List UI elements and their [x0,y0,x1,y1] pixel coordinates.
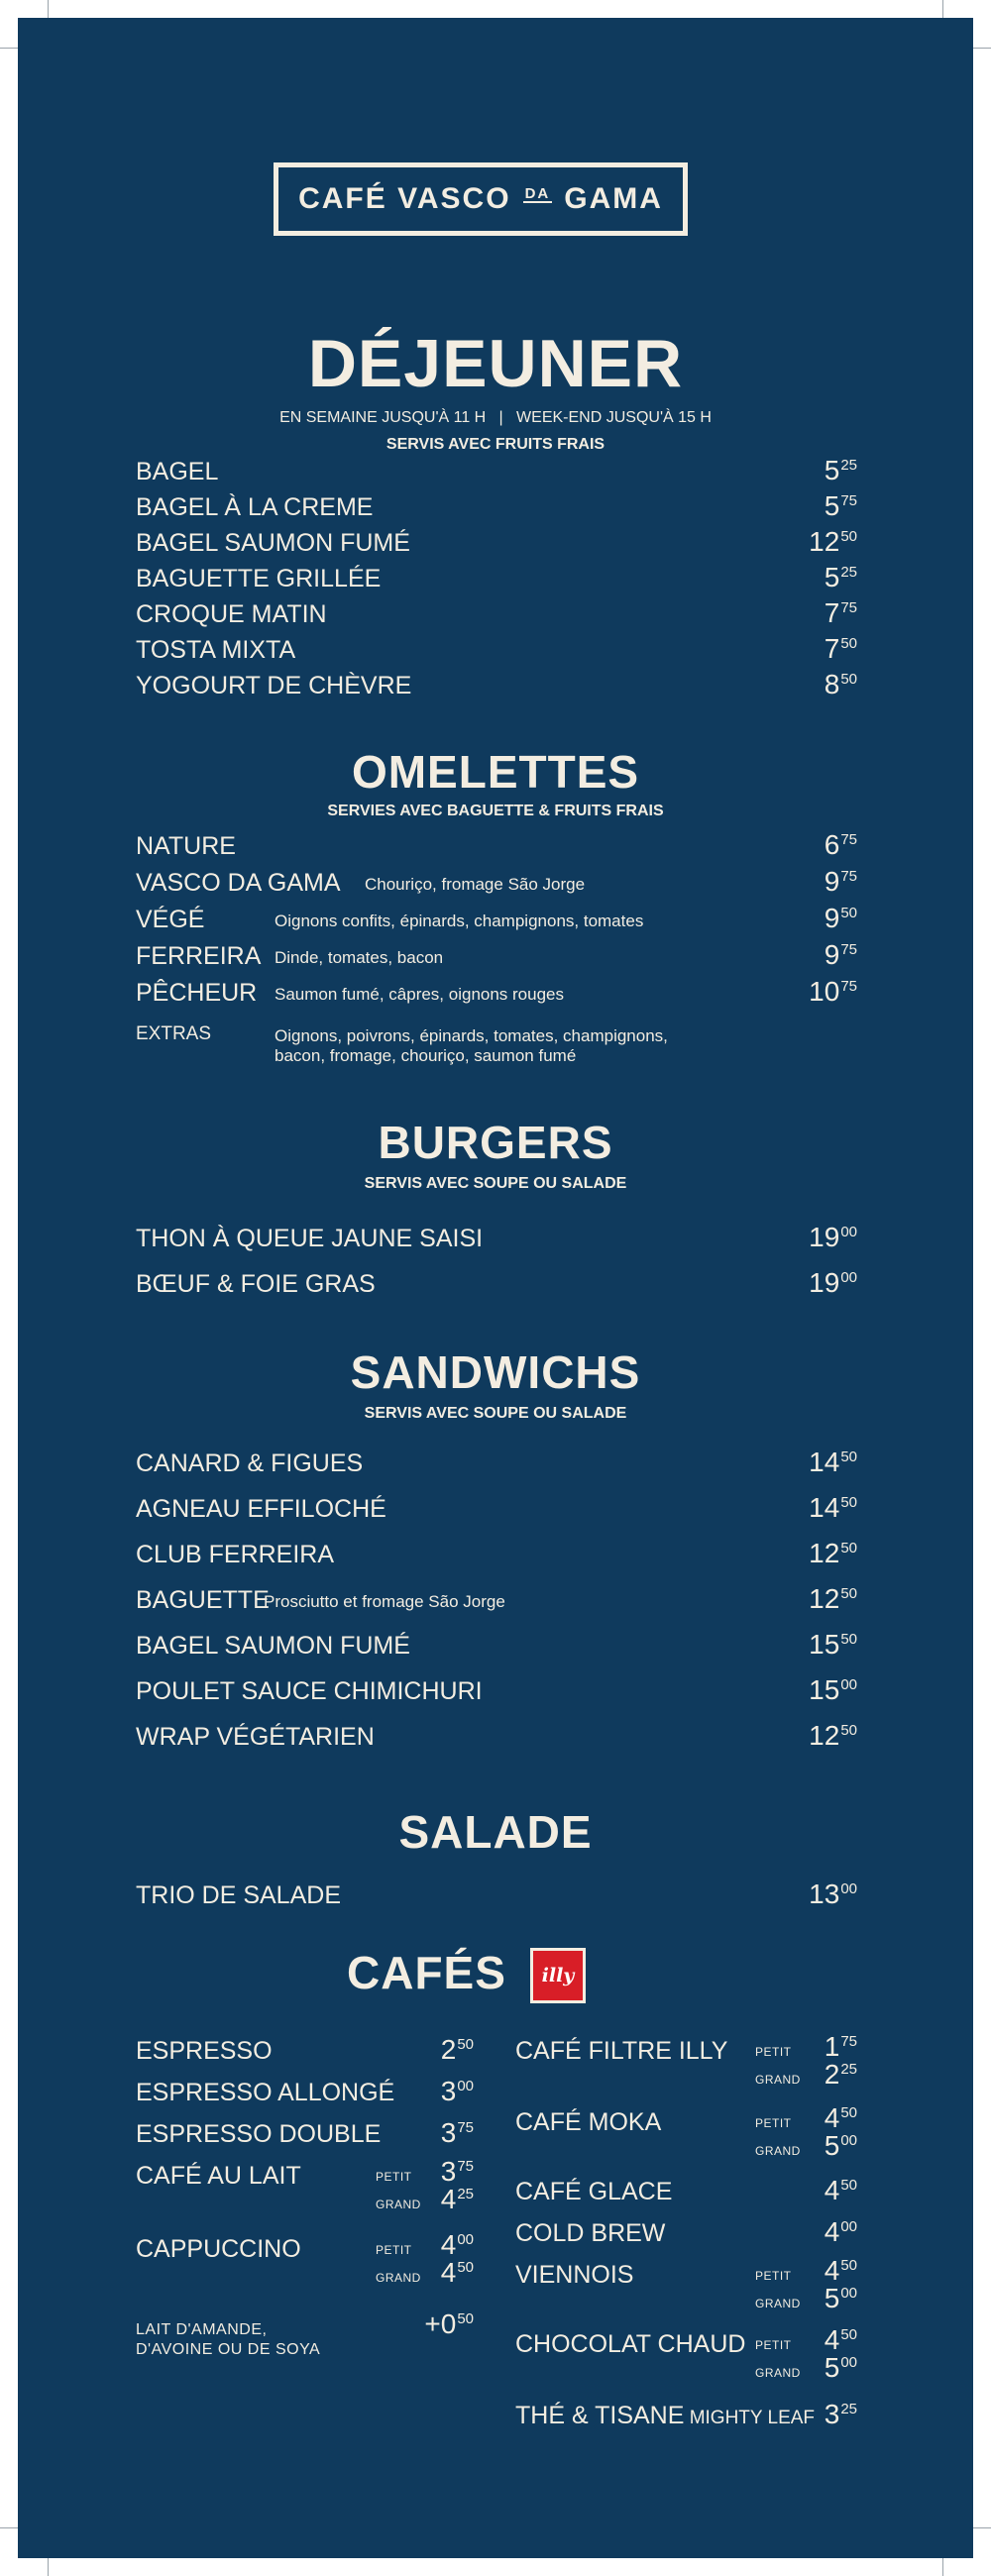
menu-item-price [825,562,857,593]
price-whole: 12 [809,1720,840,1751]
price-cents: 50 [840,1585,857,1602]
menu-item-name: THON À QUEUE JAUNE SAISI [136,1225,484,1252]
price-cents: 50 [840,671,857,688]
price-whole: 5 [824,562,840,592]
price-whole: 12 [809,1538,840,1568]
menu-item-price [809,1878,857,1910]
menu-item-price [825,669,857,700]
menu-item-name: AGNEAU EFFILOCHÉ [136,1495,386,1523]
price-cents: 50 [840,1631,857,1648]
section-title-salade: SALADE [398,1806,593,1858]
cafe-item-name: CHOCOLAT CHAUD [515,2330,746,2358]
size-label-grand: GRAND [755,2144,801,2158]
menu-item-name: TOSTA MIXTA [136,636,296,664]
menu-item-price [809,526,857,558]
menu-item-desc: Chouriço, fromage São Jorge [365,875,586,894]
milk-option-line2: D'AVOINE OU DE SOYA [136,2341,321,2358]
price-cents: 25 [840,564,857,581]
price-whole: 14 [809,1447,840,1477]
price-cents: 00 [457,2078,474,2094]
dejeuner-hours: EN SEMAINE JUSQU'À 11 H | WEEK-END JUSQU'À 15 H [279,409,712,426]
illy-logo: illy [530,1948,586,2003]
menu-item-price [825,866,857,898]
cafe-item-name: CAFÉ AU LAIT [136,2162,301,2190]
price-cents: 00 [840,1224,857,1240]
size-label-grand: GRAND [376,2271,421,2285]
milk-option-price [424,2308,474,2340]
price-cents: 50 [457,2310,474,2327]
menu-item-name: YOGOURT DE CHÈVRE [136,672,412,699]
menu-item-name: BAGUETTE [136,1586,270,1614]
price-whole: 19 [809,1222,840,1252]
size-label-petit: PETIT [376,2170,412,2184]
cafe-price [825,2175,857,2206]
menu-item-name: BAGUETTE GRILLÉE [136,565,382,592]
price-cents: 75 [840,831,857,848]
cafe-price [441,2076,474,2107]
menu-item-name: BŒUF & FOIE GRAS [136,1270,376,1298]
menu-item-price [809,1583,857,1615]
price-cents: 50 [457,2259,474,2276]
menu-item-name: CROQUE MATIN [136,600,327,628]
menu-item-price [825,829,857,861]
logo-text-left: CAFÉ VASCO [298,182,511,215]
cafe-item-name: ESPRESSO ALLONGÉ [136,2079,395,2106]
menu-item-name: NATURE [136,832,236,860]
price-whole: 3 [824,2399,840,2429]
menu-item-name: CLUB FERREIRA [136,1541,335,1568]
price-whole: 4 [440,2229,457,2260]
price-whole: 3 [440,2076,457,2106]
price-cents: 75 [840,492,857,509]
size-label-petit: PETIT [755,2045,792,2059]
menu-item-price [809,1447,857,1478]
price-cents: 75 [840,868,857,885]
price-cents: 00 [840,1676,857,1693]
menu-item-name: BAGEL À LA CREME [136,493,374,521]
price-whole: 7 [824,633,840,664]
section-title-omelettes: OMELETTES [351,746,640,798]
cafe-item-name: CAFÉ FILTRE ILLY [515,2037,728,2065]
menu-item-price [809,1222,857,1253]
menu-item-desc: Dinde, tomates, bacon [275,948,444,967]
price-whole: 4 [824,2255,840,2286]
price-whole: 9 [824,866,840,897]
price-cents: 00 [840,2285,857,2302]
price-cents: 75 [840,2033,857,2050]
price-whole: 15 [809,1629,840,1660]
size-label-petit: PETIT [755,2269,792,2283]
price-cents: 50 [840,1722,857,1739]
price-whole: 5 [824,2352,840,2383]
price-whole: 4 [440,2184,457,2214]
price-cents: 50 [840,528,857,545]
price-cents: 50 [840,1494,857,1511]
price-whole: 2 [440,2034,457,2065]
size-label-grand: GRAND [755,2297,801,2310]
price-whole: 5 [824,2130,840,2161]
price-whole: 14 [809,1492,840,1523]
price-cents: 00 [840,2354,857,2371]
menu-item-desc: Prosciutto et fromage São Jorge [264,1592,505,1611]
price-whole: 19 [809,1267,840,1298]
cafe-logo [274,162,688,236]
price-cents: 50 [840,1540,857,1556]
extras-desc-line1: Oignons, poivrons, épinards, tomates, champignons, [275,1026,668,1045]
price-whole: 1 [824,2031,840,2062]
price-whole: 9 [824,939,840,970]
menu-item-price [825,597,857,629]
logo-text-da: DA [524,185,551,202]
cafe-item-name: CAPPUCCINO [136,2235,301,2263]
price-whole: 3 [440,2156,457,2187]
price-whole: 4 [824,2175,840,2205]
price-cents: 50 [840,2177,857,2194]
price-whole: 4 [440,2257,457,2288]
price-whole: 10 [809,976,840,1007]
cafe-item-name: CAFÉ GLACE [515,2178,673,2205]
size-label-grand: GRAND [755,2366,801,2380]
price-whole: 7 [824,597,840,628]
price-cents: 50 [840,2326,857,2343]
price-cents: 25 [457,2186,474,2202]
extras-desc-line2: bacon, fromage, chouriço, saumon fumé [275,1046,577,1065]
cafe-price [825,2216,857,2248]
cafe-price-grand [441,2257,474,2289]
price-whole: 12 [809,526,840,557]
milk-option-line1: LAIT D'AMANDE, [136,2321,268,2338]
price-whole: +0 [424,2308,457,2339]
size-label-grand: GRAND [755,2073,801,2087]
menu-item-name: WRAP VÉGÉTARIEN [136,1723,375,1751]
price-cents: 75 [840,599,857,616]
menu-item-price [825,939,857,971]
price-cents: 75 [840,941,857,958]
price-whole: 12 [809,1583,840,1614]
cafe-item-name: THÉ & TISANE MIGHTY LEAF [515,2402,816,2429]
price-cents: 00 [840,1880,857,1897]
price-whole: 13 [809,1878,840,1909]
extras-label: EXTRAS [136,1023,212,1044]
menu-item-name: VÉGÉ [136,906,205,933]
logo-text-right: GAMA [564,182,663,215]
section-title-sandwichs: SANDWICHS [350,1346,641,1398]
cafe-item-name: CAFÉ MOKA [515,2108,662,2136]
price-cents: 75 [457,2158,474,2175]
menu-item-price [809,1720,857,1752]
menu-item-name: FERREIRA [136,942,262,970]
price-cents: 00 [840,1269,857,1286]
price-cents: 50 [840,1449,857,1465]
menu-item-price [809,1538,857,1569]
price-whole: 5 [824,455,840,485]
sandwichs-note: SERVIS AVEC SOUPE OU SALADE [364,1405,627,1422]
menu-item-name: PÊCHEUR [136,979,258,1007]
size-label-petit: PETIT [376,2243,412,2257]
menu-item-price [809,1492,857,1524]
price-cents: 50 [457,2036,474,2053]
omelettes-note: SERVIES AVEC BAGUETTE & FRUITS FRAIS [327,803,664,819]
cafe-item-name: COLD BREW [515,2219,666,2247]
menu-item-name: BAGEL [136,458,219,485]
price-whole: 5 [824,490,840,521]
section-title-cafes: CAFÉS [347,1947,506,1998]
menu-item-name: BAGEL SAUMON FUMÉ [136,1632,410,1660]
cafe-item-name: ESPRESSO DOUBLE [136,2120,382,2148]
price-whole: 5 [824,2283,840,2313]
cafe-item-name: VIENNOIS [515,2261,634,2289]
price-cents: 25 [840,2401,857,2417]
price-whole: 4 [824,2216,840,2247]
price-whole: 4 [824,2324,840,2355]
menu-item-desc: Saumon fumé, câpres, oignons rouges [275,985,565,1004]
menu-item-name: TRIO DE SALADE [136,1881,341,1909]
cafe-price [825,2399,857,2430]
price-whole: 3 [440,2117,457,2148]
cafe-price-grand [825,2352,857,2384]
price-cents: 50 [840,2104,857,2121]
price-cents: 75 [840,978,857,995]
menu-item-price [809,1267,857,1299]
menu-item-desc: Oignons confits, épinards, champignons, tomates [275,912,644,930]
price-whole: 9 [824,903,840,933]
cafe-price-grand [825,2059,857,2091]
size-label-petit: PETIT [755,2338,792,2352]
price-whole: 2 [824,2059,840,2090]
menu-item-price [825,633,857,665]
price-cents: 75 [457,2119,474,2136]
menu-item-price [809,1674,857,1706]
cafe-item-name: ESPRESSO [136,2037,273,2065]
burgers-note: SERVIS AVEC SOUPE OU SALADE [364,1175,627,1192]
menu-item-price [809,976,857,1008]
cafe-price [441,2117,474,2149]
price-whole: 6 [824,829,840,860]
menu-item-name: VASCO DA GAMA [136,869,341,897]
price-cents: 50 [840,635,857,652]
price-cents: 50 [840,905,857,921]
price-cents: 25 [840,2061,857,2078]
menu-item-price [825,455,857,486]
cafe-item-brand: MIGHTY LEAF [684,2408,816,2428]
cafe-price-grand [825,2130,857,2162]
dejeuner-note: SERVIS AVEC FRUITS FRAIS [385,436,606,453]
menu-item-name: CANARD & FIGUES [136,1449,364,1477]
price-whole: 4 [824,2102,840,2133]
price-whole: 15 [809,1674,840,1705]
cafe-price [441,2034,474,2066]
price-cents: 00 [457,2231,474,2248]
section-title-dejeuner: DÉJEUNER [307,326,684,401]
menu-item-price [825,490,857,522]
size-label-petit: PETIT [755,2116,792,2130]
price-cents: 00 [840,2132,857,2149]
price-cents: 25 [840,457,857,474]
size-label-grand: GRAND [376,2198,421,2211]
cafe-price-grand [825,2283,857,2314]
section-title-burgers: BURGERS [378,1117,613,1168]
menu-item-price [809,1629,857,1661]
price-whole: 8 [824,669,840,699]
menu-item-name: BAGEL SAUMON FUMÉ [136,529,410,557]
price-cents: 50 [840,2257,857,2274]
price-cents: 00 [840,2218,857,2235]
menu-item-name: POULET SAUCE CHIMICHURI [136,1677,483,1705]
cafe-price-grand [441,2184,474,2215]
menu-item-price [825,903,857,934]
